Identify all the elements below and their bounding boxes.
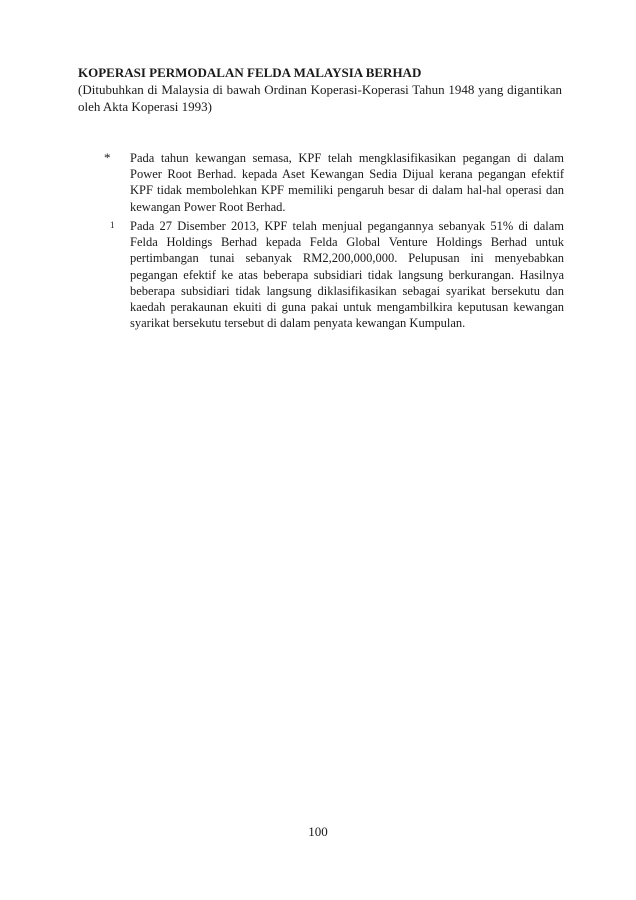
organization-subtitle: (Ditubuhkan di Malaysia di bawah Ordinan Koperasi-Koperasi Tahun 1948 yang digantikan oleh Akta Koperasi 1993) <box>78 82 562 114</box>
note-1 <box>104 218 564 331</box>
page-number: 100 <box>308 824 328 839</box>
note-asterisk <box>104 150 564 215</box>
note-text-asterisk: Pada tahun kewangan semasa, KPF telah mengklasifikasikan pegangan di dalam Power Root Berhad. kepada Aset Kewangan Sedia Dijual kerana pegangan efektif KPF tidak membolehkan KPF memiliki pengaruh besar di dalam hal-hal operasi dan kewangan Power Root Berhad. <box>130 151 564 214</box>
document-header <box>78 64 562 115</box>
organization-title: KOPERASI PERMODALAN FELDA MALAYSIA BERHAD <box>78 65 422 80</box>
note-marker-1: 1 <box>110 220 115 230</box>
note-text-1: Pada 27 Disember 2013, KPF telah menjual pegangannya sebanyak 51% di dalam Felda Holdings Berhad kepada Felda Global Venture Holdings Berhad untuk pertimbangan tunai sebanyak RM2,200,000,000. Pelupusan ini menyebabkan pegangan efektif ke atas beberapa subsidiari tidak langsung berkurangan. Hasilnya beberapa subsidiari tidak langsung diklasifikasikan sebagai syarikat bersekutu dan kaedah perakaunan ekuiti di guna pakai untuk mengambilkira keputusan kewangan syarikat bersekutu tersebut di dalam penyata kewangan Kumpulan. <box>130 219 564 331</box>
note-marker-asterisk: * <box>104 150 111 165</box>
